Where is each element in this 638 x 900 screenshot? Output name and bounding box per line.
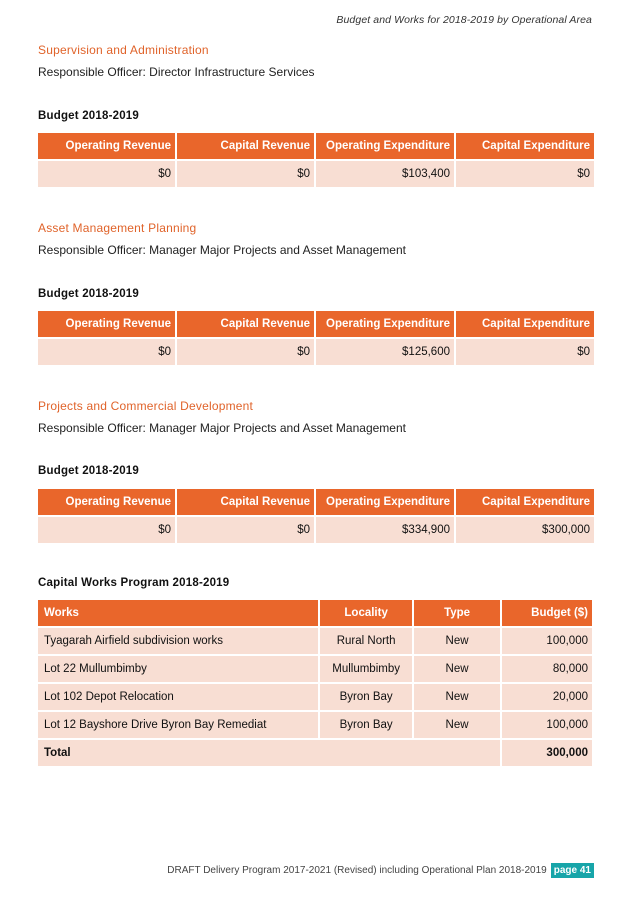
capital-works-title: Capital Works Program 2018-2019	[38, 577, 230, 589]
column-header: Operating Expenditure	[316, 311, 454, 337]
operating-expenditure-value: $334,900	[316, 517, 454, 543]
type-cell: New	[414, 628, 500, 654]
column-header: Operating Revenue	[38, 489, 175, 515]
works-cell: Lot 12 Bayshore Drive Byron Bay Remediat	[38, 712, 318, 738]
budget-title: Budget 2018-2019	[38, 465, 139, 477]
capital-expenditure-value: $0	[456, 161, 594, 187]
footer-text: DRAFT Delivery Program 2017-2021 (Revised) including Operational Plan 2018-2019	[167, 865, 547, 876]
total-value: 300,000	[502, 740, 592, 766]
budget-table	[36, 309, 596, 367]
section-title: Supervision and Administration	[38, 43, 209, 57]
capital-revenue-value: $0	[177, 517, 314, 543]
budget-cell: 100,000	[502, 628, 592, 654]
page-number-badge: page 41	[551, 863, 594, 878]
budget-table-2-wrap	[38, 309, 592, 367]
column-header-locality: Locality	[320, 600, 412, 626]
budget-table	[36, 131, 596, 189]
table-row	[38, 712, 592, 738]
budget-table-header	[38, 311, 594, 337]
budget-table-row	[38, 339, 594, 365]
section-asset-management-planning	[38, 221, 592, 257]
budget-title: Budget 2018-2019	[38, 110, 139, 122]
locality-cell: Rural North	[320, 628, 412, 654]
budget-table-3-wrap	[38, 487, 592, 545]
table-row	[38, 656, 592, 682]
type-cell: New	[414, 684, 500, 710]
column-header: Capital Expenditure	[456, 489, 594, 515]
budget-table-header	[38, 133, 594, 159]
page-footer	[167, 863, 594, 878]
column-header: Operating Revenue	[38, 133, 175, 159]
budget-title: Budget 2018-2019	[38, 288, 139, 300]
type-cell: New	[414, 656, 500, 682]
column-header-budget: Budget ($)	[502, 600, 592, 626]
column-header-works: Works	[38, 600, 318, 626]
section-title: Asset Management Planning	[38, 221, 197, 235]
locality-cell: Byron Bay	[320, 712, 412, 738]
budget-cell: 20,000	[502, 684, 592, 710]
column-header: Capital Revenue	[177, 489, 314, 515]
budget-cell: 100,000	[502, 712, 592, 738]
budget-table	[36, 487, 596, 545]
capital-revenue-value: $0	[177, 339, 314, 365]
column-header-type: Type	[414, 600, 500, 626]
responsible-officer: Responsible Officer: Manager Major Projects and Asset Management	[38, 421, 406, 435]
works-cell: Tyagarah Airfield subdivision works	[38, 628, 318, 654]
capital-works-table	[36, 598, 594, 768]
column-header: Operating Expenditure	[316, 133, 454, 159]
operating-expenditure-value: $125,600	[316, 339, 454, 365]
table-row	[38, 628, 592, 654]
total-label: Total	[38, 740, 500, 766]
column-header: Capital Revenue	[177, 133, 314, 159]
budget-table-row	[38, 517, 594, 543]
budget-block-3	[38, 465, 592, 477]
locality-cell: Byron Bay	[320, 684, 412, 710]
section-title: Projects and Commercial Development	[38, 399, 254, 413]
type-cell: New	[414, 712, 500, 738]
total-row	[38, 740, 592, 766]
capital-revenue-value: $0	[177, 161, 314, 187]
table-row	[38, 684, 592, 710]
budget-table-header	[38, 489, 594, 515]
section-projects-commercial-development	[38, 399, 592, 435]
locality-cell: Mullumbimby	[320, 656, 412, 682]
budget-block-1	[38, 110, 592, 122]
column-header: Capital Expenditure	[456, 311, 594, 337]
capital-works-block	[38, 577, 592, 589]
page-header-title: Budget and Works for 2018-2019 by Operational Area	[336, 14, 592, 26]
column-header: Operating Expenditure	[316, 489, 454, 515]
budget-cell: 80,000	[502, 656, 592, 682]
column-header: Capital Revenue	[177, 311, 314, 337]
section-supervision-administration	[38, 43, 592, 79]
responsible-officer: Responsible Officer: Manager Major Projects and Asset Management	[38, 243, 406, 257]
responsible-officer: Responsible Officer: Director Infrastructure Services	[38, 65, 315, 79]
budget-table-row	[38, 161, 594, 187]
capital-works-table-wrap	[38, 598, 592, 768]
budget-block-2	[38, 288, 592, 300]
column-header: Operating Revenue	[38, 311, 175, 337]
capital-expenditure-value: $300,000	[456, 517, 594, 543]
operating-revenue-value: $0	[38, 161, 175, 187]
works-cell: Lot 22 Mullumbimby	[38, 656, 318, 682]
capital-expenditure-value: $0	[456, 339, 594, 365]
capital-works-header	[38, 600, 592, 626]
column-header: Capital Expenditure	[456, 133, 594, 159]
operating-revenue-value: $0	[38, 517, 175, 543]
operating-expenditure-value: $103,400	[316, 161, 454, 187]
works-cell: Lot 102 Depot Relocation	[38, 684, 318, 710]
budget-table-1-wrap	[38, 131, 592, 189]
operating-revenue-value: $0	[38, 339, 175, 365]
